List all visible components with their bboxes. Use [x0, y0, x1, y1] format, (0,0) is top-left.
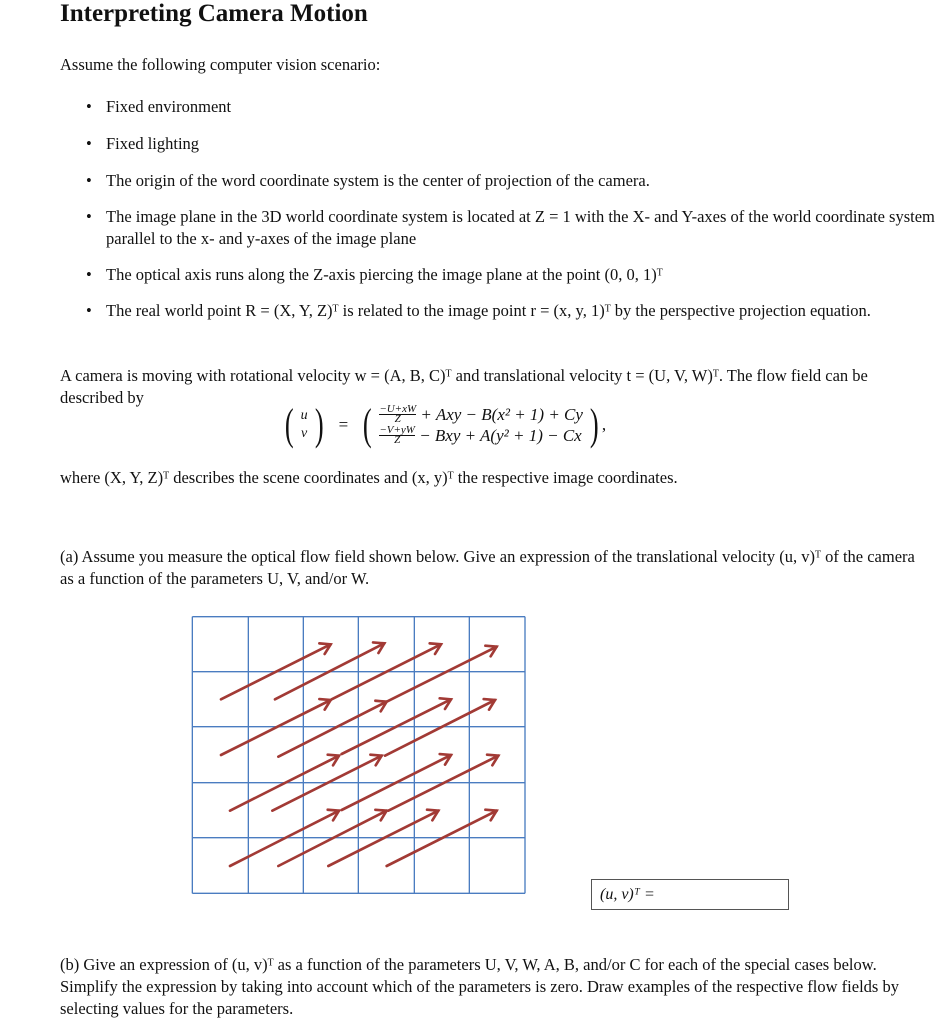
paren-right: ) [590, 400, 599, 449]
paren-right: ) [314, 400, 324, 449]
paren-left: ( [363, 400, 373, 449]
motion-text: A camera is moving with rotational velocity w = (A, B, C)ᵀ and translational velocity t = (U, V, W)ᵀ. The flow field can be described by [60, 366, 868, 407]
bullet-text: Fixed environment [106, 97, 232, 116]
where-text: where (X, Y, Z)ᵀ describes the scene coordinates and (x, y)ᵀ the respective image coordinates. [60, 468, 678, 487]
intro-text: Assume the following computer vision scenario: [60, 55, 381, 74]
flow-arrow [230, 811, 339, 866]
optical-flow-figure [185, 610, 535, 900]
flow-equation: ( u v ) = ( $\frac{-U+xW}{Z}$ + Axy − B(x² + 1) + Cy $\frac{-V+yW}{Z}$ − Bxy + A(y² + 1) − Cx ) , [284, 400, 607, 449]
bullet-item: • The real world point R = (X, Y, Z)ᵀ is related to the image point r = (x, y, 1)ᵀ by the perspective projection equation. [86, 301, 871, 320]
lhs-vector: u v [300, 408, 308, 441]
paren-left: ( [284, 400, 294, 449]
bullet-item: • The origin of the word coordinate system is the center of projection of the camera. [86, 171, 650, 190]
flow-arrow [328, 811, 438, 866]
flow-arrow [387, 811, 497, 866]
bullet-item: • The optical axis runs along the Z-axis piercing the image plane at the point (0, 0, 1)ᵀ [86, 265, 663, 284]
flow-arrow [385, 700, 495, 756]
bullet-item: • Fixed environment [86, 97, 232, 116]
equals-sign: = [338, 415, 349, 434]
bullet-text: Fixed lighting [106, 134, 200, 153]
rhs-vector: $\frac{-U+xW}{Z}$ + Axy − B(x² + 1) + Cy $\frac{-V+yW}{Z}$ − Bxy + A(y² + 1) − Cx [379, 403, 583, 446]
flow-arrow [278, 702, 386, 757]
page-title: Interpreting Camera Motion [60, 0, 368, 27]
flow-arrow [387, 647, 497, 702]
bullet-text: The image plane in the 3D world coordinate system is located at Z = 1 with the X- and Y-axes of the world coordinate system parallel to the x- and y-axes of the image plane [106, 207, 935, 248]
bullet-text: The origin of the word coordinate system is the center of projection of the camera. [106, 171, 650, 190]
bullet-item: • Fixed lighting [86, 134, 200, 153]
bullet-text: The optical axis runs along the Z-axis piercing the image plane at the point (0, 0, 1)ᵀ [106, 265, 663, 284]
part-b-text: (b) Give an expression of (u, v)ᵀ as a function of the parameters U, V, W, A, B, and/or C for each of the special cases below. Simplify the expression by taking into account which of the parameters is zero. Draw examples of the respective flow fields by selecting values for the parameters. [60, 955, 899, 1018]
answer-label: (u, v)ᵀ = [600, 886, 655, 903]
flow-arrow [221, 700, 331, 755]
answer-box[interactable] [591, 879, 789, 910]
bullet-item: • The image plane in the 3D world coordinate system is located at Z = 1 with the X- and Y-axes of the world coordinate system parallel to the x- and y-axes of the image plane [86, 207, 935, 248]
bullet-text: The real world point R = (X, Y, Z)ᵀ is related to the image point r = (x, y, 1)ᵀ by the perspective projection equation. [106, 301, 871, 320]
part-a-text: (a) Assume you measure the optical flow field shown below. Give an expression of the translational velocity (u, v)ᵀ of the camera as a function of the parameters U, V, and/or W. [60, 547, 915, 588]
